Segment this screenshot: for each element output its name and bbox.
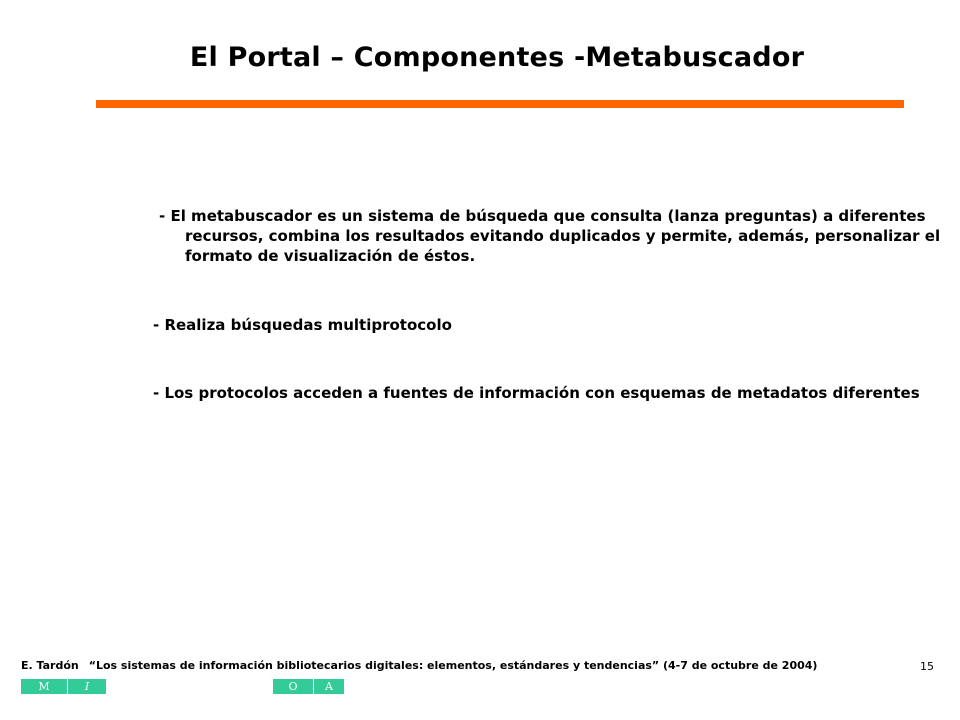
- bullet-line-2: recursos, combina los resultados evitando duplicados y permite, además, personalizar el: [185, 227, 941, 245]
- bullet-multiprotocol: - Realiza búsquedas multiprotocolo: [153, 316, 452, 334]
- bullet-protocols: - Los protocolos acceden a fuentes de información con esquemas de metadatos diferentes: [153, 384, 920, 402]
- bullet-line-1: - El metabuscador es un sistema de búsqueda que consulta (lanza preguntas) a diferentes: [159, 207, 926, 225]
- nav-button-a[interactable]: A: [314, 679, 344, 694]
- nav-button-i[interactable]: I: [68, 679, 106, 694]
- slide-title: El Portal – Componentes -Metabuscador: [189, 42, 805, 73]
- nav-button-o[interactable]: O: [273, 679, 313, 694]
- footer-title: “Los sistemas de información bibliotecarios digitales: elementos, estándares y tendencias” (4-7 de octubre de 2004): [88, 659, 818, 672]
- bullet-line-3: formato de visualización de éstos.: [185, 247, 476, 265]
- nav-button-m[interactable]: M: [21, 679, 67, 694]
- page-number: 15: [920, 660, 934, 673]
- footer-author: E. Tardón: [21, 659, 79, 672]
- footer-citation: [21, 659, 817, 672]
- title-divider: [96, 100, 904, 108]
- bullet-metabuscador-definition: [159, 206, 941, 266]
